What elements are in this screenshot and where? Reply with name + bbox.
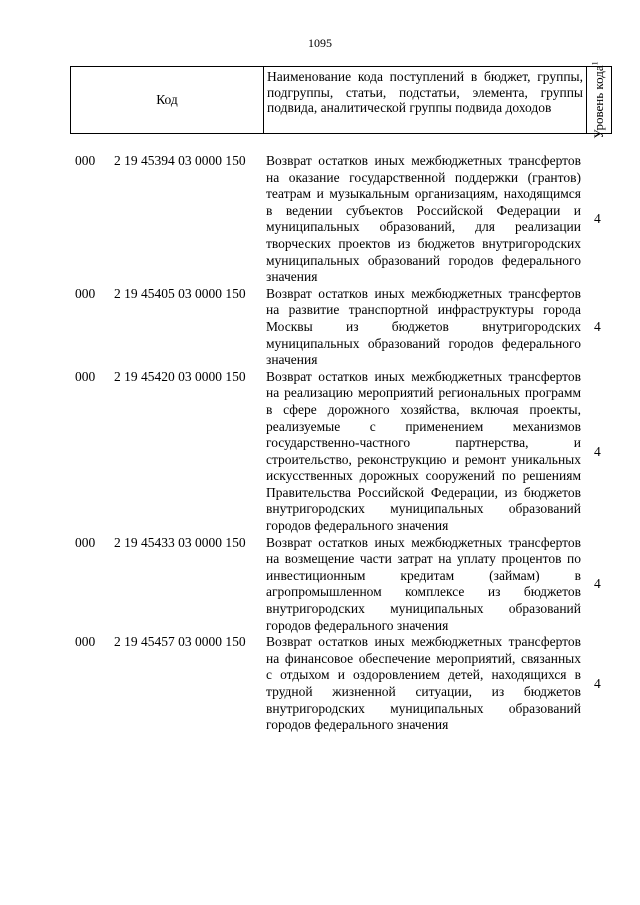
row-code: 2 19 45420 03 0000 150 bbox=[114, 368, 246, 384]
row-level: 4 bbox=[594, 676, 601, 691]
row-level: 4 bbox=[594, 211, 601, 227]
header-code-cell bbox=[71, 67, 264, 133]
row-name: Возврат остатков иных межбюджетных трансфертов на финансовое обеспечение мероприятий, связанных с отдыхом и оздоровлением детей, находящихся в трудной жизненной ситуации, из бюджетов внутригородских муниципальных образований городов федерального значения bbox=[266, 634, 581, 733]
row-code: 2 19 45433 03 0000 150 bbox=[114, 534, 246, 550]
row-prefix: 000 bbox=[75, 368, 96, 384]
row-name: Возврат остатков иных межбюджетных трансфертов на развитие транспортной инфраструктуры города Москвы из бюджетов внутригородских муниципальных образований городов федерального значения bbox=[266, 285, 581, 368]
table-row bbox=[0, 369, 640, 535]
row-name: Возврат остатков иных межбюджетных трансфертов на оказание государственной поддержки (грантов) театрам и музыкальным организациям, находящимся в ведении субъектов Российской Федерации и муниципальных образований, для реализации творческих проектов из бюджетов внутригородских муниципальных образований городов федерального значения bbox=[266, 153, 581, 285]
rows-container bbox=[0, 153, 640, 734]
row-prefix: 000 bbox=[75, 534, 96, 550]
row-code: 2 19 45405 03 0000 150 bbox=[114, 285, 246, 301]
page-number: 1095 bbox=[308, 36, 332, 50]
row-level: 4 bbox=[594, 576, 601, 592]
row-code: 2 19 45457 03 0000 150 bbox=[114, 634, 246, 650]
header-name-label: Наименование кода поступлений в бюджет, группы, подгруппы, статьи, подстатьи, элемента, группы подвида, аналитической группы подвида доходов bbox=[267, 69, 583, 116]
header-level-text: Уровень кода bbox=[591, 65, 606, 139]
header-level-label bbox=[592, 61, 606, 138]
table-row bbox=[0, 286, 640, 369]
table-row bbox=[0, 153, 640, 286]
header-level-cell bbox=[587, 61, 611, 139]
table-header bbox=[70, 61, 612, 139]
header-name-cell bbox=[264, 67, 587, 133]
row-prefix: 000 bbox=[75, 153, 96, 168]
row-prefix: 000 bbox=[75, 634, 96, 650]
table-row bbox=[0, 634, 640, 734]
row-name: Возврат остатков иных межбюджетных трансфертов на реализацию мероприятий региональных программ в сфере дорожного хозяйства, включая проекты, реализуемые с применением механизмов государственно-частного партнерства, и строительство, реконструкцию и ремонт уникальных искусственных дорожных сооружений по решениям Правительства Российской Федерации, из бюджетов внутригородских муниципальных образований городов федерального значения bbox=[266, 368, 581, 534]
row-prefix: 000 bbox=[75, 285, 96, 301]
header-level-footnote: 1 bbox=[590, 61, 600, 66]
row-name: Возврат остатков иных межбюджетных трансфертов на возмещение части затрат на уплату процентов по инвестиционным кредитам (займам) в агропромышленном комплексе из бюджетов внутригородских муниципальных образований городов федерального значения bbox=[266, 534, 581, 633]
header-code-label: Код bbox=[156, 92, 178, 107]
row-code: 2 19 45394 03 0000 150 bbox=[114, 153, 246, 168]
row-level: 4 bbox=[594, 443, 601, 459]
table-row bbox=[0, 535, 640, 635]
row-level: 4 bbox=[594, 319, 601, 335]
